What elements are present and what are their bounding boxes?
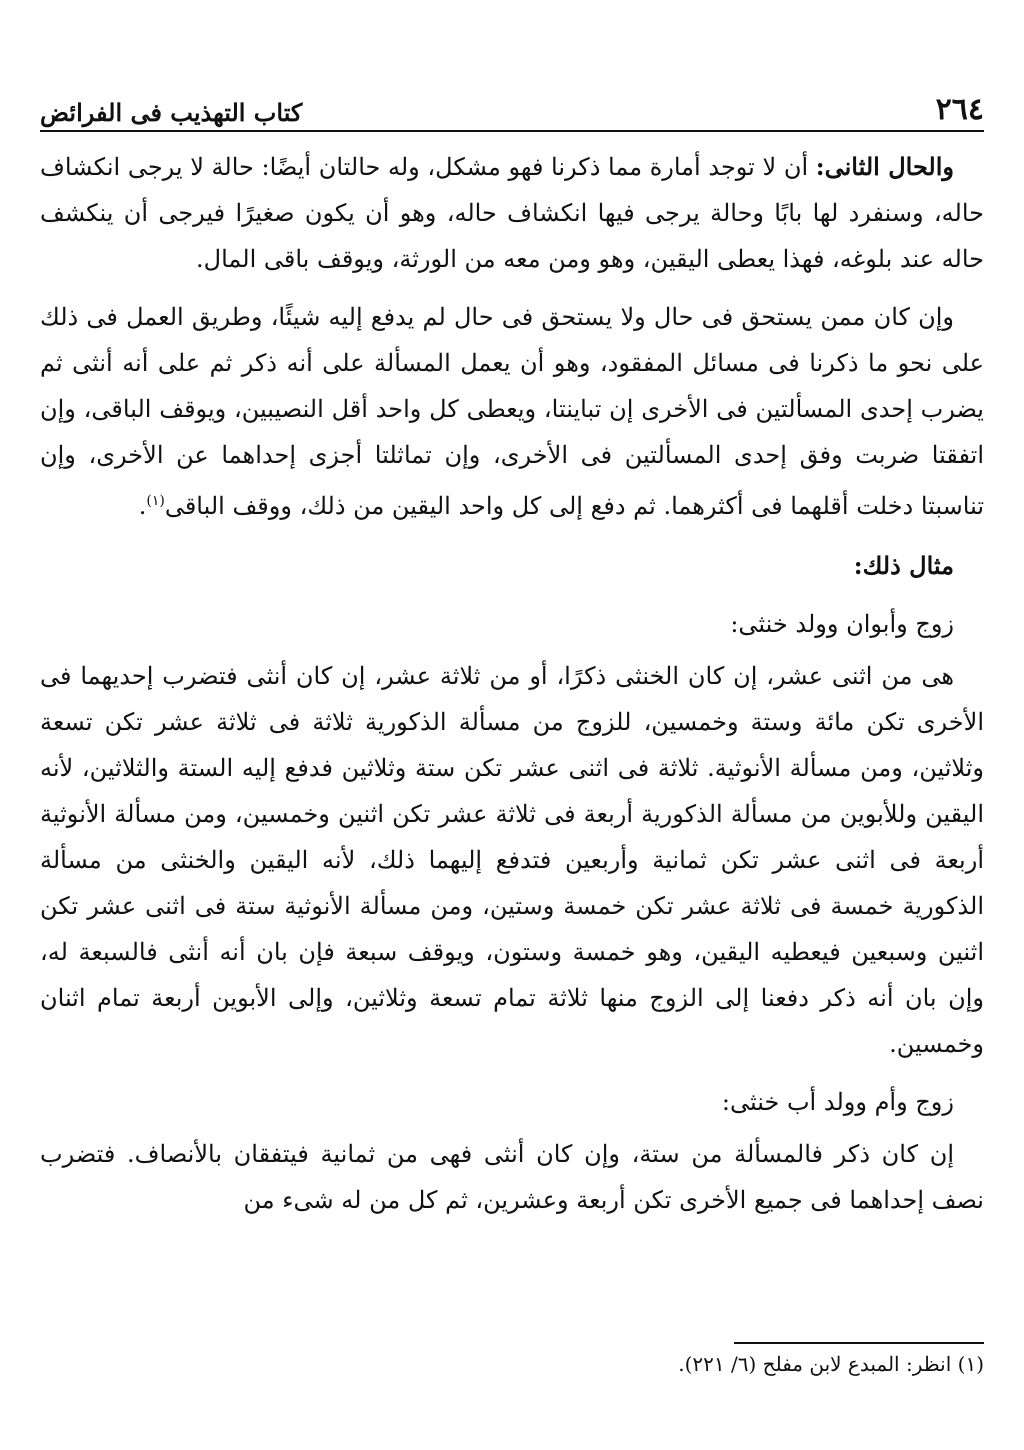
- page-number: ٢٦٤: [935, 92, 984, 127]
- paragraph-3: هى من اثنى عشر، إن كان الخنثى ذكرًا، أو من ثلاثة عشر، إن كان أنثى فتضرب إحديهما فى الأخرى تكن مائة وستة وخمسين، للزوج من مسألة الذكورية ثلاثة فى ثلاثة عشر تكن تسعة وثلاثين، ومن مسألة الأنوثية. ثلاثة فى اثنى عشر تكن ستة وثلاثين فدفع إليه الستة والثلاثين، لأنه اليقين وللأبوين من مسألة الذكورية أربعة فى ثلاثة عشر تكن اثنين وخمسين، ومن مسألة الأنوثية أربعة فى اثنى عشر تكن ثمانية وأربعين فتدفع إليهما ذلك، لأنه اليقين والخنثى من مسألة الذكورية خمسة فى ثلاثة عشر تكن خمسة وستين، ومن مسألة الأنوثية ستة فى اثنى عشر تكن اثنين وسبعين فيعطيه اليقين، وهو خمسة وستون، ويوقف سبعة فإن بان أنه أنثى فالسبعة له، وإن بان أنه ذكر دفعنا إلى الزوج منها ثلاثة تمام تسعة وثلاثين، وإلى الأبوين أربعة تمام اثنان وخمسين.: [40, 662, 984, 1058]
- footnote-reference: (١): [146, 493, 165, 509]
- example-heading: مثال ذلك:: [853, 551, 954, 580]
- paragraph-2: [40, 294, 984, 529]
- footnote: (١) انظر: المبدع لابن مفلح (٦/ ٢٢١).: [678, 1352, 984, 1376]
- footnote-divider: [734, 1342, 984, 1344]
- case-2-title: زوج وأم وولد أب خنثى:: [721, 1088, 954, 1116]
- book-title: كتاب التهذيب فى الفرائض: [40, 98, 303, 127]
- page-body: [40, 90, 984, 1223]
- paragraph-2-text: وإن كان ممن يستحق فى حال ولا يستحق فى حال لم يدفع إليه شيئًا، وطريق العمل فى ذلك على نحو ما ذكرنا فى مسائل المفقود، وهو أن يعمل المسألة على أنه ذكر ثم على أنه أنثى ثم يضرب إحدى المسألتين فى الأخرى إن تباينتا، ويعطى كل واحد أقل النصيبين، ويوقف الباقى، وإن اتفقتا ضربت وفق إحدى المسألتين فى الأخرى، وإن تماثلتا أجزى إحداهما عن الأخرى، وإن تناسبتا دخلت أقلهما فى أكثرهما. ثم دفع إلى كل واحد اليقين من ذلك، ووقف الباقى: [40, 303, 984, 520]
- case-1-title: زوج وأبوان وولد خنثى:: [730, 610, 954, 638]
- paragraph-4: إن كان ذكر فالمسألة من ستة، وإن كان أنثى فهى من ثمانية فيتفقان بالأنصاف. فتضرب نصف إحداهما فى جميع الأخرى تكن أربعة وعشرين، ثم كل من له شىء من: [40, 1140, 984, 1214]
- paragraph-1: [40, 144, 984, 282]
- paragraph-1-text: أن لا توجد أمارة مما ذكرنا فهو مشكل، وله حالتان أيضًا: حالة لا يرجى انكشاف حاله، وسنفرد لها بابًا وحالة يرجى فيها انكشاف حاله، وهو أن يكون صغيرًا فيرجى أن ينكشف حاله عند بلوغه، فهذا يعطى اليقين، وهو ومن معه من الورثة، ويوقف باقى المال.: [40, 153, 984, 273]
- page-header: [40, 90, 984, 132]
- paragraph-1-label: والحال الثانى:: [815, 152, 955, 181]
- paragraph-2-end: .: [138, 492, 147, 520]
